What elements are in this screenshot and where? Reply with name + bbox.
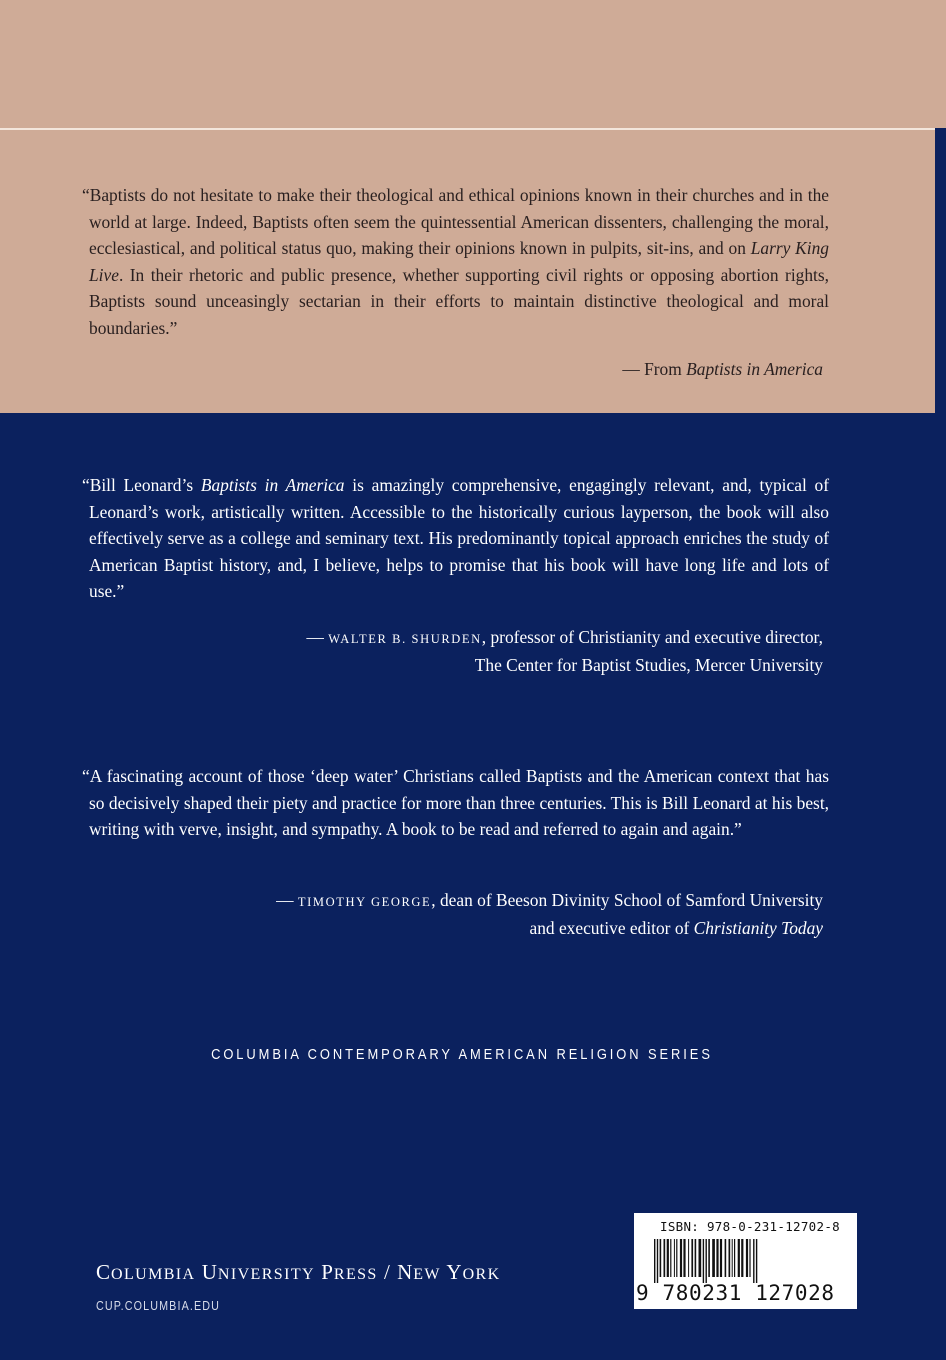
blurb-george bbox=[82, 763, 829, 843]
barcode-bar bbox=[716, 1239, 718, 1277]
blurb2-dash: — bbox=[276, 890, 298, 910]
barcode-bar bbox=[670, 1239, 671, 1277]
excerpt-text-1: Baptists do not hesitate to make their theological and ethical opinions known in their churches and in the world at large. Indeed, Baptists often seem the quintessential American dissenters, challenging the moral, ecclesiastical, and political status quo, making their opinions known in pulpits, sit-ins, and on bbox=[89, 185, 829, 258]
pub-w2: NIVERSITY bbox=[217, 1266, 315, 1283]
barcode-digits: 9 780231 127028 bbox=[636, 1281, 835, 1305]
barcode-bar bbox=[654, 1239, 655, 1283]
excerpt-text-2: . In their rhetoric and public presence, whether supporting civil rights or opposing abortion rights, Baptists sound unceasingly sectarian in their efforts to maintain distinctive theological and moral boundaries.” bbox=[89, 264, 829, 338]
barcode-bar bbox=[664, 1239, 666, 1277]
blurb1-dash: — bbox=[306, 627, 329, 647]
blurb1-text-2: is amazingly comprehensive, engagingly relevant, and, typical of Leonard’s work, artistically written. Accessible to the historically curious layperson, the book will also effectively serve as a college and seminary text. His predominantly topical approach enriches the study of American Baptist history, and, I believe, helps to promise that his book will have long life and lots of use.” bbox=[89, 475, 830, 601]
pub-w1: OLUMBIA bbox=[111, 1266, 196, 1283]
barcode-bar bbox=[734, 1239, 735, 1277]
barcode-bar bbox=[699, 1239, 702, 1277]
attribution-prefix: — From bbox=[622, 359, 687, 379]
blurb1-title-2: The Center for Baptist Studies, Mercer University bbox=[474, 655, 823, 675]
publisher-website[interactable]: CUP.COLUMBIA.EDU bbox=[96, 1299, 221, 1313]
barcode-bar bbox=[703, 1239, 704, 1283]
blurb2-attribution bbox=[276, 887, 823, 941]
pub-c2: U bbox=[201, 1260, 218, 1284]
barcode-bar bbox=[706, 1239, 707, 1283]
barcode-bar bbox=[657, 1239, 658, 1283]
pub-sep: / bbox=[377, 1260, 398, 1284]
open-quote: “ bbox=[82, 185, 90, 205]
barcode-bar bbox=[676, 1239, 677, 1277]
barcode-bar bbox=[738, 1239, 740, 1277]
blurb2-title-2-prefix: and executive editor of bbox=[529, 918, 694, 938]
pub-c4: N bbox=[397, 1260, 414, 1284]
barcode-bar bbox=[712, 1239, 715, 1277]
pub-c3: P bbox=[321, 1260, 334, 1284]
barcode-bar bbox=[729, 1239, 731, 1277]
pub-w3: RESS bbox=[333, 1266, 378, 1283]
barcode-bar bbox=[674, 1239, 675, 1277]
excerpt-quote bbox=[82, 182, 829, 341]
blurb1-text-1: “Bill Leonard’s bbox=[82, 475, 201, 495]
pub-c1: C bbox=[96, 1260, 112, 1284]
blurb1-attribution bbox=[307, 624, 823, 678]
top-rule bbox=[0, 128, 946, 130]
blurb1-italic: Baptists in America bbox=[200, 475, 345, 495]
barcode-bar bbox=[753, 1239, 754, 1283]
barcode-bar bbox=[746, 1239, 748, 1277]
barcode-bar bbox=[741, 1239, 743, 1277]
blurb2-name: TIMOTHY GEORGE bbox=[297, 895, 432, 909]
blurb1-title-1: , professor of Christianity and executive director, bbox=[481, 627, 823, 647]
pub-w5: ORK bbox=[462, 1266, 501, 1283]
barcode-bar bbox=[680, 1239, 682, 1277]
isbn-label: ISBN: 978-0-231-12702-8 bbox=[660, 1219, 840, 1234]
barcode-bar bbox=[732, 1239, 733, 1277]
barcode-bar bbox=[720, 1239, 722, 1277]
blurb2-title-1: , dean of Beeson Divinity School of Samford University bbox=[431, 890, 823, 910]
barcode-bar bbox=[725, 1239, 727, 1277]
barcode-bar bbox=[708, 1239, 710, 1277]
publisher-imprint bbox=[96, 1260, 501, 1285]
barcode-bar bbox=[695, 1239, 697, 1277]
barcode-icon bbox=[646, 1239, 846, 1283]
blurb2-text: “A fascinating account of those ‘deep water’ Christians called Baptists and the American context that has so decisively shaped their piety and practice for more than three centuries. This is Bill Leonard at his best, writing with verve, insight, and sympathy. A book to be read and referred to again and again.” bbox=[82, 766, 829, 839]
barcode-bar bbox=[749, 1239, 750, 1277]
pub-w4: EW bbox=[413, 1266, 441, 1283]
blurb1-name: WALTER B. SHURDEN bbox=[328, 632, 482, 646]
right-spine-edge bbox=[935, 128, 946, 413]
barcode-bar bbox=[660, 1239, 662, 1277]
isbn-barcode bbox=[634, 1213, 857, 1309]
series-title: COLUMBIA CONTEMPORARY AMERICAN RELIGION SERIES bbox=[211, 1046, 713, 1063]
barcode-bar bbox=[691, 1239, 693, 1277]
barcode-bar bbox=[756, 1239, 757, 1283]
barcode-bar bbox=[688, 1239, 689, 1277]
excerpt-italic: Larry King Live bbox=[89, 238, 829, 285]
blurb2-title-2-italic: Christianity Today bbox=[693, 918, 823, 938]
barcode-bar bbox=[683, 1239, 685, 1277]
pub-c5: Y bbox=[446, 1260, 463, 1284]
excerpt-attribution bbox=[622, 356, 823, 382]
attribution-title: Baptists in America bbox=[686, 359, 823, 379]
barcode-bar bbox=[667, 1239, 669, 1277]
blurb-shurden bbox=[82, 472, 830, 605]
